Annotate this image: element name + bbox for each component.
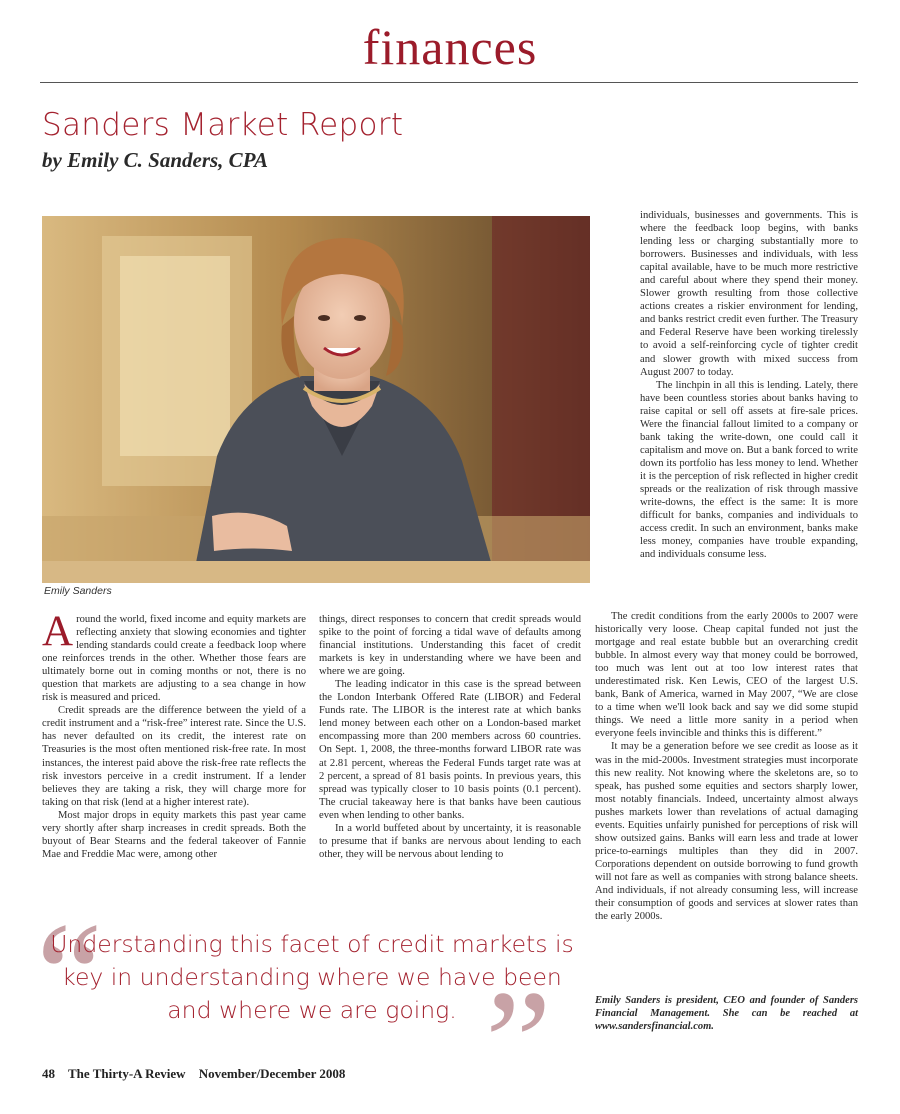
paragraph: The credit conditions from the early 2000s to 2007 were historically very loose. Cheap capital funded not just the mortgage and real estate bubble but an overarching credit bubble. In almost every way that money could be borrowed, too much was lent out at too low interest rates that underestimated risk. Ken Lewis, CEO of the largest U.S. bank, Bank of America, warned in May 2007, “We are close to a time when we'll look back and say we did some stupid things. We need a little more sanity in a period when everyone feels invincible and thinks this is different.”	[595, 611, 858, 740]
paragraph: It may be a generation before we see credit as loose as it was in the mid-2000s. Investment strategies must incorporate this new reality. Not knowing where the skeletons are, so to speak, has pushed some equities and sectors sharply lower, most notably financials. Indeed, uncertainty almost always pushes markets lower than revelations of actual damaging events. Equities unfairly punished for perceptions of risk will show outsized gains. Banks will earn less and trade at lower price-to-earnings multiples than they did in 2007. Corporations dependent on outside borrowing to fund growth will not fare as well as companies with strong balance sheets. And individuals, if not already consuming less, will increase their consumption of goods and services at slower rates than the early 2000s.	[595, 741, 858, 923]
section-heading: finances	[362, 19, 538, 75]
issue-date: November/December 2008	[198, 1066, 346, 1081]
paragraph: Around the world, fixed income and equity markets are reflecting anxiety that slowing economies and tighter lending standards could create a feedback loop where one reinforces trends in the other. Whether those fears are ultimately borne out in coming months or not, there is no question that markets are adjusting to a sea change in how risk is measured and priced.	[42, 608, 306, 704]
article-byline: by Emily C. Sanders, CPA	[42, 148, 268, 172]
paragraph: individuals, businesses and governments. This is where the feedback loop begins, with banks lending less or charging substantially more to borrowers. Businesses and individuals, with less capital available, have to be much more restrictive and careful about where they spend their money. Slower growth resulting from those collective actions creates a riskier environment for lending, and banks restrict credit even further. The Treasury and Federal Reserve have been working tirelessly to avoid a self-reinforcing cycle of tighter credit and slower growth with mixed success from August 2007 to today.	[640, 210, 858, 378]
open-quote-icon: “	[36, 892, 103, 1058]
paragraph: In a world buffeted about by uncertainty, it is reasonable to presume that if banks are nervous about lending to each other, they will be nervous about lending to	[319, 822, 581, 860]
publication-name: The Thirty-A Review	[68, 1066, 186, 1081]
paragraph: Credit spreads are the difference between the yield of a credit instrument and a “risk-free” interest rate. Since the U.S. has never defaulted on its credit, the interest rate on Treasuries is the most often mentioned risk-free rate. In most instances, the interest paid above the risk-free rate reflects the risk investors perceive in a credit instrument. If a lender believes they are taking a risk, they will charge more for taking on that risk (lend at a higher interest rate).	[42, 705, 306, 808]
header-rule	[40, 82, 858, 83]
close-quote-icon: ”	[485, 960, 552, 1114]
body-column-3-top	[640, 209, 858, 561]
paragraph: The linchpin in all this is lending. Lately, there have been countless stories about banks having to raise capital or sell off assets at fire-sale prices. Were the financial fallout limited to a company or bank taking the write-down, one could call it capitalism and move on. But a bank forced to write down its portfolio has less money to lend. Whether it is the perception of risk reflected in higher credit spreads or the realization of risk through massive write-downs, the effect is the same: It is more difficult for banks, companies and individuals to access credit. In such an environment, banks make less money, companies have trouble expanding, and individuals consume less.	[640, 379, 858, 561]
paragraph: The leading indicator in this case is the spread between the London Interbank Offered Rate (LIBOR) and Federal Funds rate. The LIBOR is the interest rate at which banks lend money between each other on a London-based market encompassing more than 200 members across 60 countries. On Sept. 1, 2008, the three-months forward LIBOR rate was at 2.81 percent, whereas the Federal Funds target rate was at 2 percent, a spread of 81 basis points. In previous years, this spread was typically closer to 10 basis points (0.1 percent). The crucial takeaway here is that banks have been cautious even when lending to other banks.	[319, 679, 581, 821]
paragraph: Most major drops in equity markets this past year came very shortly after sharp increases in credit spreads. Both the buyout of Bear Stearns and the federal takeover of Fannie Mae and Freddie Mac were, among other	[42, 809, 306, 860]
article-title: Sanders Market Report	[42, 107, 404, 143]
photo-caption: Emily Sanders	[44, 585, 112, 597]
author-photo	[42, 216, 590, 583]
paragraph: things, direct responses to concern that credit spreads would spike to the point of forcing a tidal wave of defaults among financial institutions. Understanding this facet of credit markets is key in understanding where we have been and where we are going.	[319, 614, 581, 678]
pull-quote: Understanding this facet of credit markets is key in understanding where we have been and where we are going.	[50, 930, 574, 1024]
author-bio: Emily Sanders is president, CEO and founder of Sanders Financial Management. She can be reached at www.sandersfinancial.com.	[595, 995, 858, 1032]
page-footer	[42, 1066, 355, 1082]
drop-cap: A	[42, 608, 74, 655]
page-number: 48	[42, 1066, 55, 1081]
body-column-1	[42, 608, 306, 861]
body-column-2	[319, 613, 581, 861]
body-column-3-bottom	[595, 610, 858, 923]
